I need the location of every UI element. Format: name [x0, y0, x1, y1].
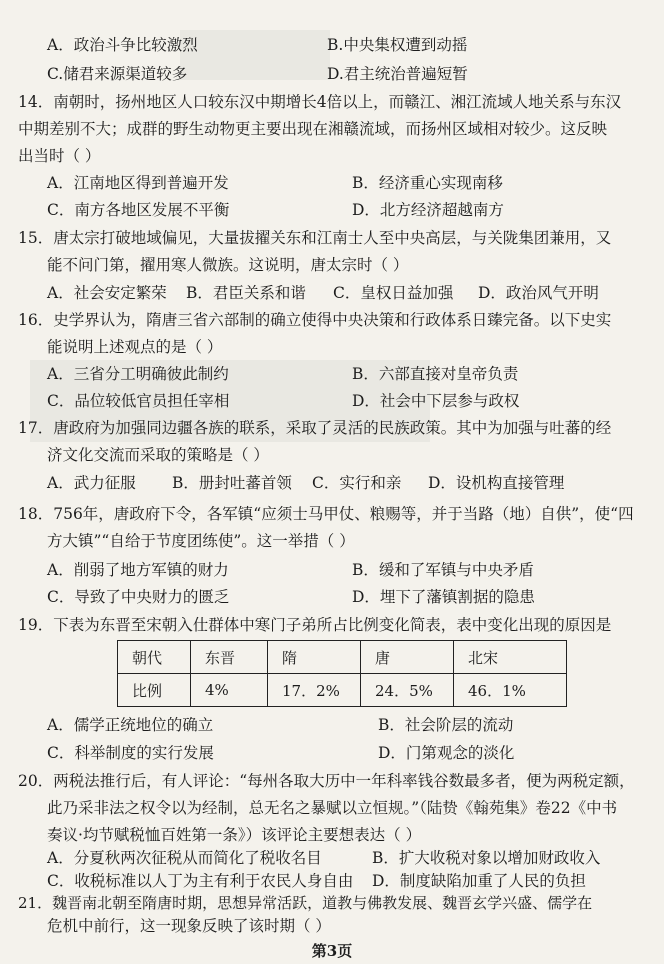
- q15-option-b[interactable]: B．君臣关系和谐: [186, 284, 306, 302]
- q19-stem: 19．下表为东晋至宋朝入仕群体中寒门子弟所占比例变化简表，表中变化出现的原因是: [18, 616, 612, 634]
- table-header-cell: 隋: [268, 641, 361, 674]
- table-header-cell: 北宋: [454, 641, 567, 674]
- q18-option-b[interactable]: B．缓和了军镇与中央矛盾: [352, 561, 534, 579]
- q18-stem-line-2: 方大镇”“自给于节度团练使”。这一举措（ ）: [47, 532, 355, 550]
- table-row: [118, 674, 567, 707]
- q13-option-d[interactable]: D.君主统治普遍短暂: [327, 65, 468, 83]
- q19-ratio-table: [117, 640, 567, 707]
- q17-options-row: [0, 470, 664, 496]
- q16-option-d[interactable]: D．社会中下层参与政权: [352, 392, 520, 410]
- table-cell: 24．5%: [361, 674, 454, 707]
- q14-option-d[interactable]: D．北方经济超越南方: [352, 201, 504, 219]
- q17-stem-line-2: 济文化交流而采取的策略是（ ）: [47, 446, 269, 464]
- q18-option-d[interactable]: D．埋下了藩镇割据的隐患: [352, 588, 535, 606]
- table-cell: 比例: [118, 674, 191, 707]
- q14-options-row-2: [0, 197, 664, 223]
- q19-options-row-2: [0, 740, 664, 766]
- q16-stem-line-2: 能说明上述观点的是（ ）: [47, 338, 223, 356]
- q14-option-c[interactable]: C．南方各地区发展不平衡: [47, 201, 230, 219]
- q19-option-c[interactable]: C．科举制度的实行发展: [47, 744, 214, 762]
- table-header-cell: 唐: [361, 641, 454, 674]
- q13-options-row-2: [0, 61, 664, 87]
- q14-stem-line-1: 14．南朝时，扬州地区人口较东汉中期增长4倍以上，而赣江、湘江流域人地关系与东汉: [18, 93, 622, 111]
- q14-stem-line-2: 中期差别不大；成群的野生动物更主要出现在湘赣流域，而扬州区域相对较少。这反映: [18, 120, 608, 138]
- q14-options-row-1: [0, 170, 664, 196]
- q19-option-a[interactable]: A．儒学正统地位的确立: [47, 716, 214, 734]
- q20-stem-line-1: 20．两税法推行后，有人评论：“每州各取大历中一年科率钱谷数最多者，便为两税定额，: [18, 772, 635, 790]
- q17-stem-line-1: 17．唐政府为加强同边疆各族的联系，采取了灵活的民族政策。其中为加强与吐蕃的经: [18, 419, 612, 437]
- q20-option-d[interactable]: D．制度缺陷加重了人民的负担: [372, 872, 586, 890]
- q18-options-row-1: [0, 557, 664, 583]
- q16-option-a[interactable]: A．三省分工明确彼此制约: [47, 365, 229, 383]
- q21-stem-line-2: [0, 913, 664, 939]
- page-number: 第3页: [311, 942, 353, 960]
- q13-option-c[interactable]: C.储君来源渠道较多: [47, 65, 188, 83]
- q17-option-a[interactable]: A．武力征服: [47, 474, 136, 492]
- q20-stem-line-2: 此乃采非法之权令以为经制，总无名之暴赋以立恒规。”（陆贽《翰苑集》卷22《中书: [47, 799, 618, 817]
- q17-option-b[interactable]: B．册封吐蕃首领: [172, 474, 292, 492]
- table-header-cell: 朝代: [118, 641, 191, 674]
- table-header-cell: 东晋: [191, 641, 268, 674]
- table-cell: 17．2%: [268, 674, 361, 707]
- q20-option-c[interactable]: C．收税标准以人丁为主有利于农民人身自由: [47, 872, 354, 890]
- q15-option-c[interactable]: C．皇权日益加强: [333, 284, 454, 302]
- table-cell: 4%: [191, 674, 268, 707]
- q20-stem-line-3: 奏议·均节赋税恤百姓第一条》）该评论主要想表达（ ）: [47, 826, 422, 844]
- q19-options-row-1: [0, 712, 664, 738]
- q15-option-d[interactable]: D．政治风气开明: [478, 284, 599, 302]
- q16-option-b[interactable]: B．六部直接对皇帝负责: [352, 365, 519, 383]
- q18-option-a[interactable]: A．削弱了地方军镇的财力: [47, 561, 229, 579]
- q20-option-b[interactable]: B．扩大收税对象以增加财政收入: [372, 849, 601, 867]
- q16-options-row-1: [0, 361, 664, 387]
- q13-option-a[interactable]: A．政治斗争比较激烈: [47, 36, 198, 54]
- q15-stem-line-2: 能不问门第，擢用寒人微族。这说明，唐太宗时（ ）: [47, 256, 409, 274]
- q20-option-a[interactable]: A．分夏秋两次征税从而简化了税收名目: [47, 849, 322, 867]
- q14-option-b[interactable]: B．经济重心实现南移: [352, 174, 503, 192]
- q16-option-c[interactable]: C．品位较低官员担任宰相: [47, 392, 230, 410]
- q19-option-d[interactable]: D．门第观念的淡化: [378, 744, 515, 762]
- q17-option-d[interactable]: D．设机构直接管理: [428, 474, 565, 492]
- q13-options-row-1: [0, 32, 664, 58]
- q17-option-c[interactable]: C．实行和亲: [312, 474, 402, 492]
- q14-stem-line-3: 出当时（ ）: [18, 147, 101, 165]
- q19-option-b[interactable]: B．社会阶层的流动: [378, 716, 514, 734]
- q21-stem-line-1: 21．魏晋南北朝至隋唐时期，思想异常活跃，道教与佛教发展、魏晋玄学兴盛、儒学在: [18, 894, 593, 912]
- q18-stem-line-1: 18．756年，唐政府下令，各军镇“应须士马甲仗、粮赐等，并于当路（地）自供”，使“四: [18, 505, 634, 523]
- table-cell: 46．1%: [454, 674, 567, 707]
- q15-stem-line-1: 15．唐太宗打破地域偏见，大量拔擢关东和江南士人至中央高层，与关陇集团兼用，又: [18, 229, 612, 247]
- q16-options-row-2: [0, 388, 664, 414]
- q21-stem-text: 危机中前行，这一现象反映了该时期（ ）: [47, 917, 331, 935]
- table-row: [118, 641, 567, 674]
- q18-options-row-2: [0, 584, 664, 610]
- q15-option-a[interactable]: A．社会安定繁荣: [47, 284, 167, 302]
- q15-options-row: [0, 280, 664, 306]
- q14-option-a[interactable]: A．江南地区得到普遍开发: [47, 174, 229, 192]
- q18-option-c[interactable]: C．导致了中央财力的匮乏: [47, 588, 230, 606]
- q13-option-b[interactable]: B.中央集权遭到动摇: [327, 36, 468, 54]
- q16-stem-line-1: 16．史学界认为，隋唐三省六部制的确立使得中央决策和行政体系日臻完备。以下史实: [18, 311, 612, 329]
